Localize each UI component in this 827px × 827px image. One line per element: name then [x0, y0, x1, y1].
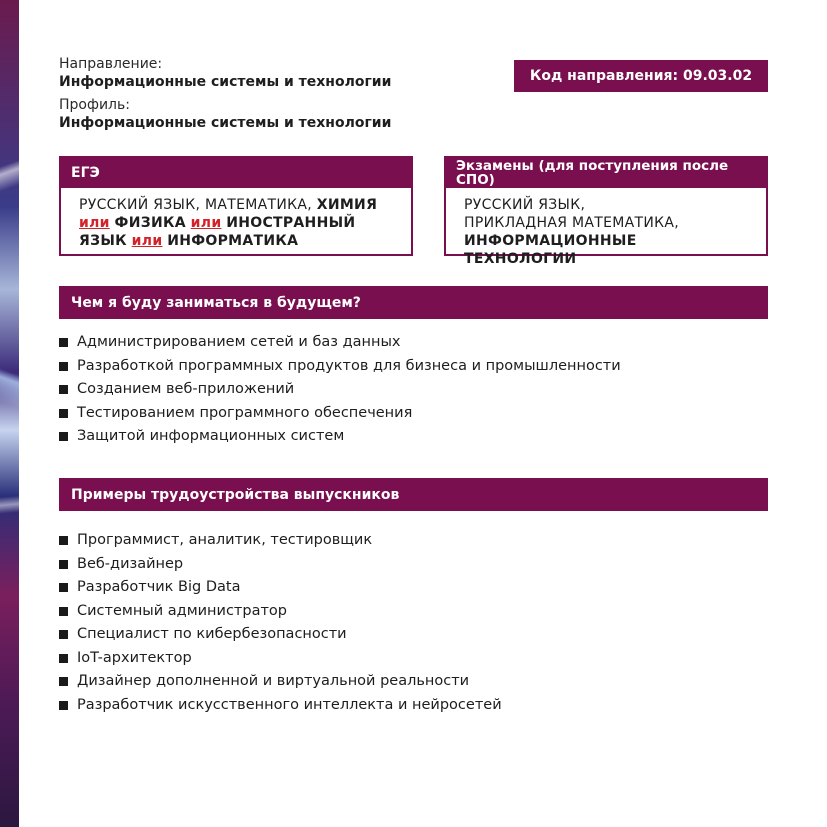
- ege-subject-4: ИНФОРМАТИКА: [167, 233, 299, 249]
- list-item: Защитой информационных систем: [59, 425, 621, 449]
- spo-line-3: ИНФОРМАЦИОННЫЕ ТЕХНОЛОГИИ: [464, 233, 637, 267]
- list-item: Тестированием программного обеспечения: [59, 402, 621, 426]
- direction-label: Направление:: [59, 56, 163, 72]
- list-item: Дизайнер дополненной и виртуальной реальности: [59, 670, 502, 694]
- square-bullet-icon: [59, 560, 68, 569]
- square-bullet-icon: [59, 630, 68, 639]
- ege-plain-subjects: РУССКИЙ ЯЗЫК, МАТЕМАТИКА,: [79, 197, 317, 213]
- list-item: IoT-архитектор: [59, 647, 502, 671]
- square-bullet-icon: [59, 338, 68, 347]
- list-item: Разработчик Big Data: [59, 576, 502, 600]
- square-bullet-icon: [59, 362, 68, 371]
- list-item: Администрированием сетей и баз данных: [59, 331, 621, 355]
- list-item: Разработкой программных продуктов для бизнеса и промышленности: [59, 355, 621, 379]
- square-bullet-icon: [59, 536, 68, 545]
- direction-code-badge: Код направления: 09.03.02: [514, 60, 768, 92]
- spo-box: [444, 156, 768, 267]
- ege-or-3: или: [131, 233, 163, 249]
- list-item: Специалист по кибербезопасности: [59, 623, 502, 647]
- square-bullet-icon: [59, 409, 68, 418]
- decorative-side-strip: [0, 0, 19, 827]
- direction-value: Информационные системы и технологии: [59, 74, 392, 90]
- square-bullet-icon: [59, 432, 68, 441]
- spo-line-1: РУССКИЙ ЯЗЫК,: [464, 197, 586, 213]
- square-bullet-icon: [59, 654, 68, 663]
- spo-line-2: ПРИКЛАДНАЯ МАТЕМАТИКА,: [464, 215, 680, 231]
- ege-subject-3: ИНОСТРАННЫЙ ЯЗЫК: [79, 215, 356, 249]
- square-bullet-icon: [59, 701, 68, 710]
- spo-title: Экзамены (для поступления после СПО): [446, 158, 766, 188]
- profile-label: Профиль:: [59, 97, 130, 113]
- square-bullet-icon: [59, 677, 68, 686]
- ege-box: [59, 156, 413, 256]
- ege-or-1: или: [79, 215, 110, 231]
- ege-subject-2: ФИЗИКА: [114, 215, 186, 231]
- future-section-title: Чем я буду заниматься в будущем?: [59, 286, 768, 319]
- list-item: Разработчик искусственного интеллекта и нейросетей: [59, 694, 502, 718]
- spo-subjects: [446, 188, 766, 268]
- ege-title: ЕГЭ: [61, 158, 411, 188]
- list-item: Веб-дизайнер: [59, 553, 502, 577]
- ege-subjects: [61, 188, 411, 250]
- ege-or-2: или: [190, 215, 222, 231]
- jobs-list: [59, 529, 502, 717]
- square-bullet-icon: [59, 607, 68, 616]
- list-item: Программист, аналитик, тестировщик: [59, 529, 502, 553]
- jobs-section-title: Примеры трудоустройства выпускников: [59, 478, 768, 511]
- square-bullet-icon: [59, 385, 68, 394]
- list-item: Созданием веб-приложений: [59, 378, 621, 402]
- ege-subject-1: ХИМИЯ: [316, 197, 378, 213]
- future-list: [59, 331, 621, 449]
- profile-value: Информационные системы и технологии: [59, 115, 392, 131]
- list-item: Системный администратор: [59, 600, 502, 624]
- square-bullet-icon: [59, 583, 68, 592]
